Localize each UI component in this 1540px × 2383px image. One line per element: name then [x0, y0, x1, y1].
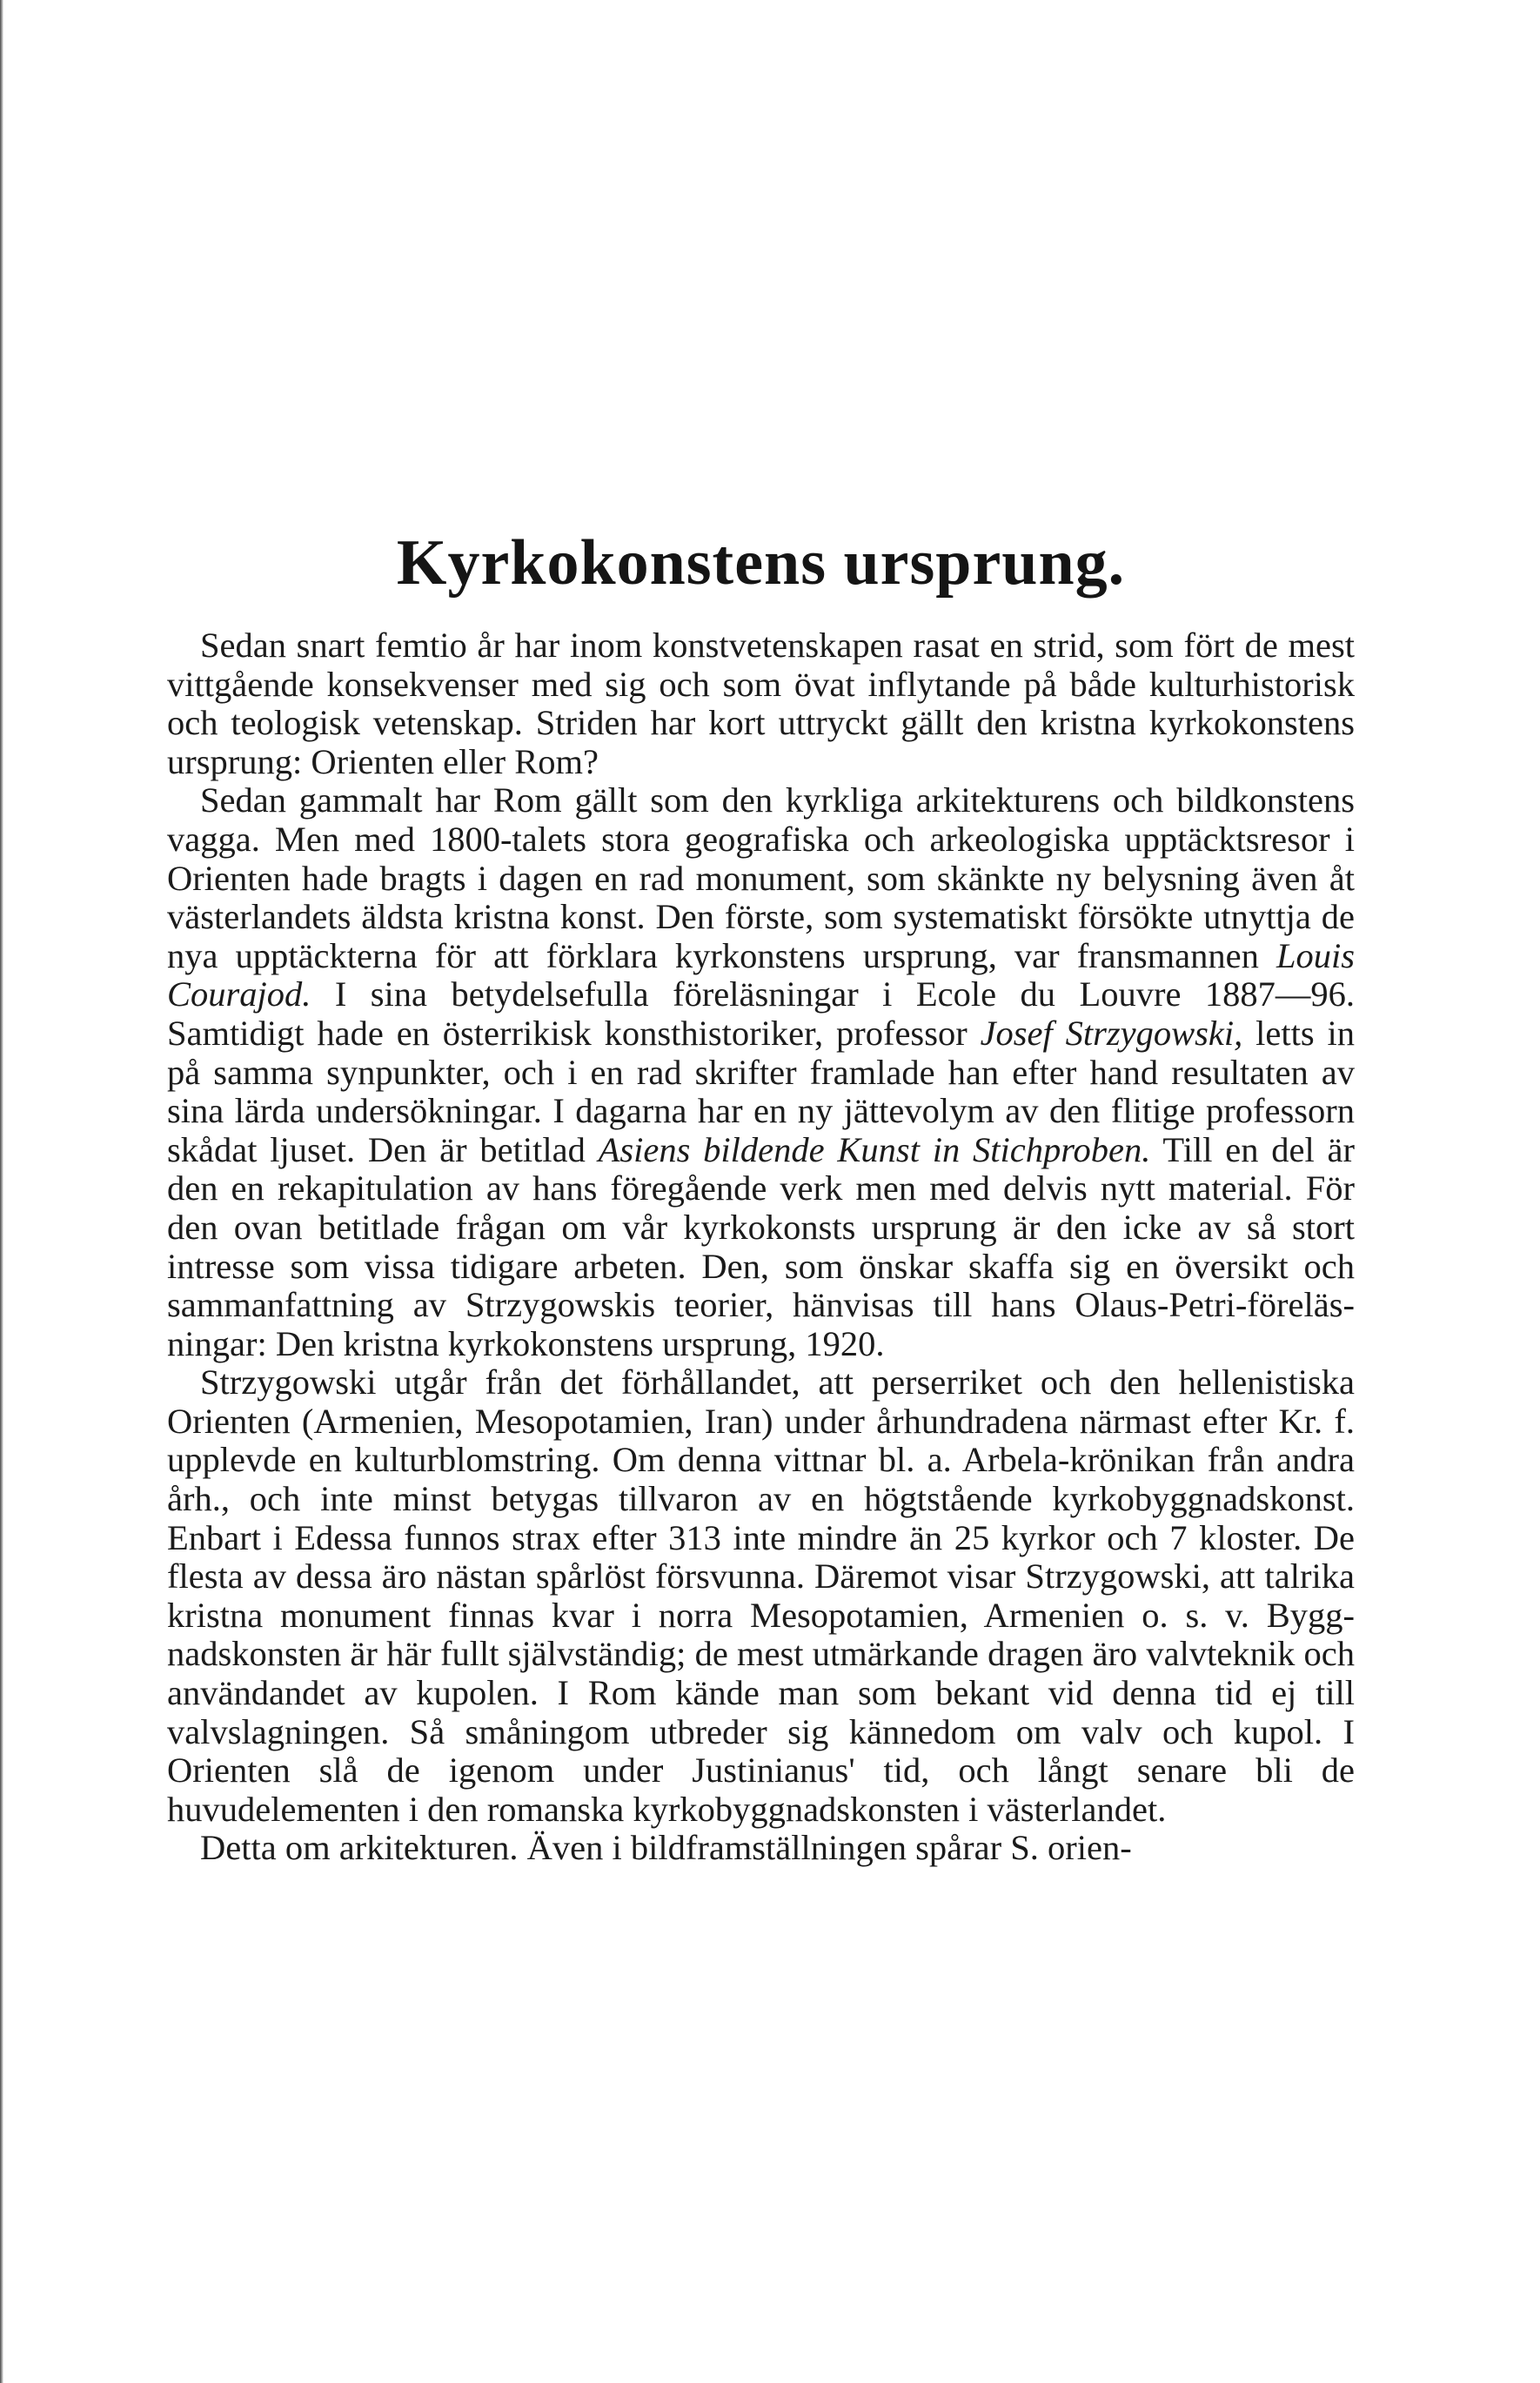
article: [167, 522, 1355, 1868]
paragraph-4: [167, 1829, 1355, 1868]
paragraph-text: Sedan snart femtio år har inom konstvetenskapen rasat en strid, som fört de mest vittgående konsekvenser med sig och som övat inflytande på både kulturhistorisk och teologisk vetenskap. Striden har kort uttryckt gällt den kristna kyrkokonstens ursprung: Orienten eller Rom?: [167, 626, 1355, 781]
paragraph-text: Strzygowski utgår från det förhållandet, att perserriket och den hellenistiska Orienten (Armenien, Mesopotamien, Iran) under århundradena närmast efter Kr. f. upplevde en kulturblomstring. Om denna vittnar bl. a. Arbela-krönikan från andra årh., och inte minst betygas tillvaron av en högtstående kyrkobyggnadskonst. Enbart i Edessa funnos strax efter 313 inte mindre än 25 kyrkor och 7 kloster. De flesta av dessa äro nästan spårlöst försvunna. Däremot visar Strzygowski, att talrika kristna monument finnas kvar i norra Mesopotamien, Armenien o. s. v. Byggnadskonsten är här fullt självständig; de mest utmärkande dragen äro valvteknik och användandet av kupolen. I Rom kände man som bekant vid denna tid ej till valvslagningen. Så småningom utbreder sig kännedom om valv och kupol. I Orienten slå de igenom under Justinianus' tid, och långt senare bli de huvudelementen i den romanska kyrkobyggnadskonsten i västerlandet.: [167, 1362, 1355, 1829]
article-title: Kyrkokonstens ursprung.: [396, 527, 1126, 599]
paragraph-text: Detta om arkitekturen. Även i bildframställningen spårar S. orien-: [200, 1828, 1132, 1868]
scan-edge: [0, 0, 3, 2383]
name-strzygowski: Josef Strzygowski,: [980, 1013, 1243, 1053]
paragraph-3: [167, 1363, 1355, 1829]
paragraph-text: Sedan gammalt har Rom gällt som den kyrkliga arkitekturens och bildkonstens vagga. Men med 1800-talets stora geografiska och arkeologiska upptäcktsresor i Orienten hade bragts i dagen en rad monument, som skänkte ny belysning även åt västerlandets äldsta kristna konst. Den förste, som systematiskt försökte utnyttja de nya upptäckterna för att förklara kyrkonstens ursprung, var fransmannen: [167, 780, 1355, 975]
name-courajod: Louis Courajod.: [167, 935, 1355, 1014]
paragraph-text: letts in på samma synpunkter, och i en rad skrifter framlade han efter hand resultaten av sina lärda undersökningar. I dagarna har en ny jättevolym av den flitige professorn skådat ljuset. Den är betitlad: [167, 1013, 1356, 1169]
book-title: Asiens bildende Kunst in Stichproben.: [598, 1129, 1151, 1169]
paragraph-1: [167, 626, 1355, 781]
paragraph-text: I sina betydelsefulla föreläsningar i Ecole du Louvre 1887—96. Samtidigt hade en österrikisk konsthistoriker, professor: [167, 974, 1355, 1053]
paragraph-text: Till en del är den en rekapitulation av hans föregående verk men med delvis nytt material. För den ovan betitlade frågan om vår kyrkokonsts ursprung är den icke av så stort intresse som vissa tidigare arbeten. Den, som önskar skaffa sig en översikt och sammanfattning av Strzygowskis teorier, hänvisas till hans Olaus-Petri-föreläsningar: Den kristna kyrkokonstens ursprung, 1920.: [167, 1129, 1355, 1363]
paragraph-2: [167, 781, 1355, 1363]
